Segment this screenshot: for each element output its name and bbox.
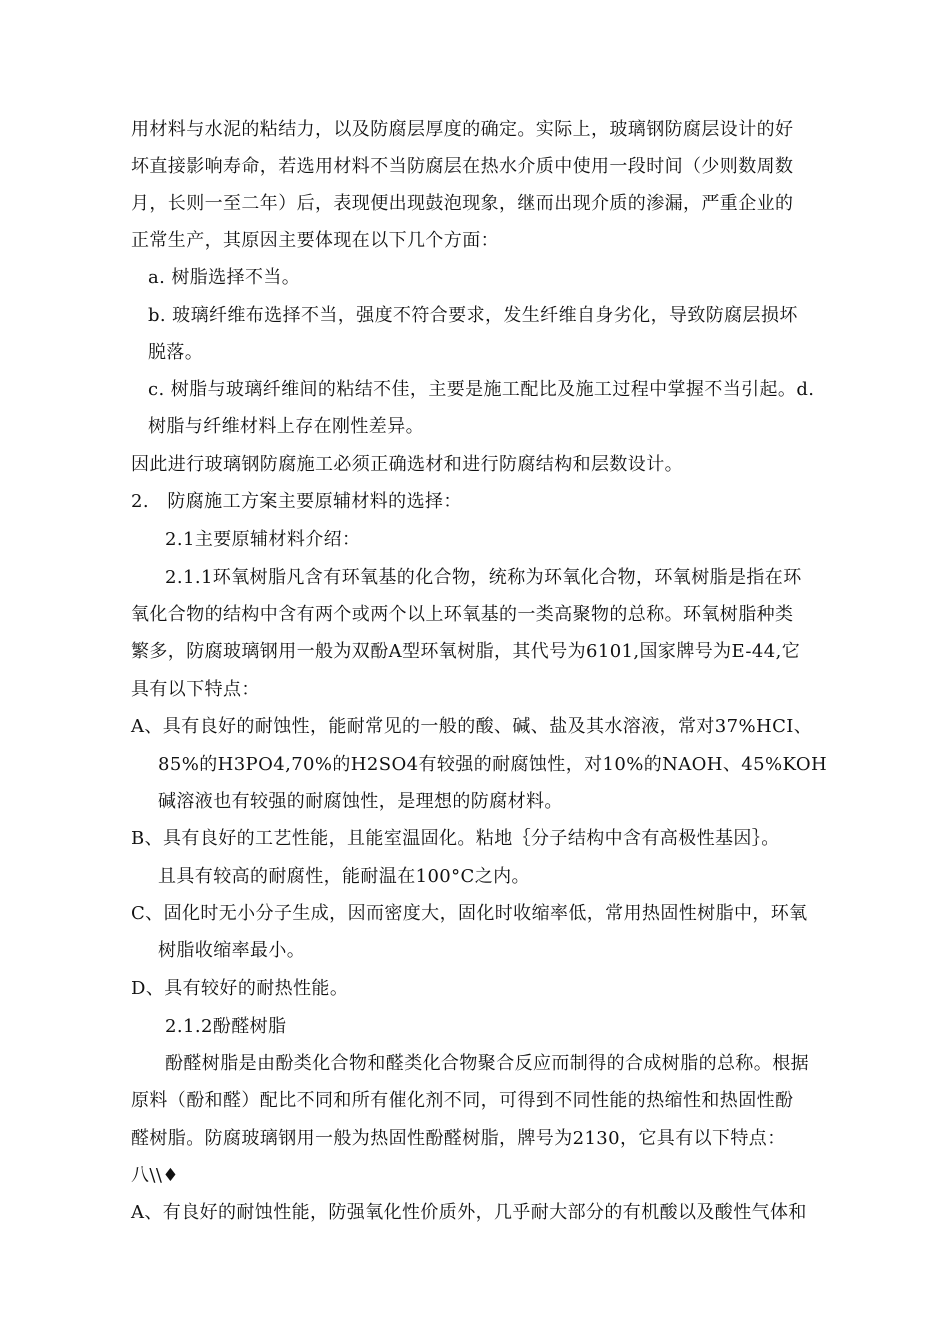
paragraph-line: 因此进行玻璃钢防腐施工必须正确选材和进行防腐结构和层数设计。	[131, 454, 683, 475]
section-heading-2: 2. 防腐施工方案主要原辅材料的选择：	[131, 491, 462, 512]
feature-item-c-continued: 树脂收缩率最小。	[158, 940, 306, 961]
feature-item-a-continued: 85%的H3PO4,70%的H2SO4有较强的耐腐蚀性，对10%的NAOH、45%KOH	[158, 754, 828, 775]
paragraph-line: 原料（酚和醛）配比不同和所有催化剂不同，可得到不同性能的热缩性和热固性酚	[131, 1090, 794, 1111]
feature-item-b-continued: 且具有较高的耐腐性，能耐温在100°C之内。	[158, 866, 530, 887]
list-item-c: c. 树脂与玻璃纤维间的粘结不佳，主要是施工配比及施工过程中掌握不当引起。d.	[148, 379, 815, 400]
section-heading-2-1-1: 2.1.1环氧树脂凡含有环氧基的化合物，统称为环氧化合物，环氧树脂是指在环	[165, 567, 802, 588]
feature-item-a: A、有良好的耐蚀性能，防强氧化性价质外，几乎耐大部分的有机酸以及酸性气体和	[131, 1202, 807, 1223]
paragraph-line: 酚醛树脂是由酚类化合物和醛类化合物聚合反应而制得的合成树脂的总称。根据	[165, 1053, 809, 1074]
paragraph-line: 醛树脂。防腐玻璃钢用一般为热固性酚醛树脂，牌号为2130，它具有以下特点：	[131, 1128, 786, 1149]
paragraph-line: 用材料与水泥的粘结力，以及防腐层厚度的确定。实际上，玻璃钢防腐层设计的好	[131, 119, 794, 140]
feature-item-d: D、具有较好的耐热性能。	[131, 978, 349, 999]
list-item-a: a. 树脂选择不当。	[148, 267, 301, 288]
paragraph-line: 正常生产，其原因主要体现在以下几个方面：	[131, 230, 499, 251]
list-item-b-continued: 脱落。	[148, 342, 204, 363]
stray-symbol-line: 八\\♦	[131, 1165, 179, 1186]
feature-item-a-continued: 碱溶液也有较强的耐腐蚀性，是理想的防腐材料。	[158, 791, 563, 812]
paragraph-line: 坏直接影响寿命，若选用材料不当防腐层在热水介质中使用一段时间（少则数周数	[131, 156, 794, 177]
feature-item-c: C、固化时无小分子生成，因而密度大，固化时收缩率低，常用热固性树脂中，环氧	[131, 903, 808, 924]
paragraph-line: 具有以下特点：	[131, 679, 260, 700]
paragraph-line: 繁多，防腐玻璃钢用一般为双酚A型环氧树脂，其代号为6101,国家牌号为E-44,它	[131, 641, 801, 662]
section-heading-2-1-2: 2.1.2酚醛树脂	[165, 1016, 287, 1037]
list-item-d: 树脂与纤维材料上存在刚性差异。	[148, 416, 424, 437]
list-item-b: b. 玻璃纤维布选择不当，强度不符合要求，发生纤维自身劣化，导致防腐层损坏	[148, 305, 798, 326]
section-heading-2-1: 2.1主要原辅材料介绍：	[165, 529, 361, 550]
feature-item-b: B、具有良好的工艺性能，且能室温固化。粘地｛分子结构中含有高极性基因｝。	[131, 828, 780, 849]
feature-item-a: A、具有良好的耐蚀性，能耐常见的一般的酸、碱、盐及其水溶液，常对37%HCI、	[131, 716, 813, 737]
paragraph-line: 氧化合物的结构中含有两个或两个以上环氧基的一类高聚物的总称。环氧树脂种类	[131, 604, 794, 625]
paragraph-line: 月，长则一至二年）后，表现便出现鼓泡现象，继而出现介质的渗漏，严重企业的	[131, 193, 794, 214]
